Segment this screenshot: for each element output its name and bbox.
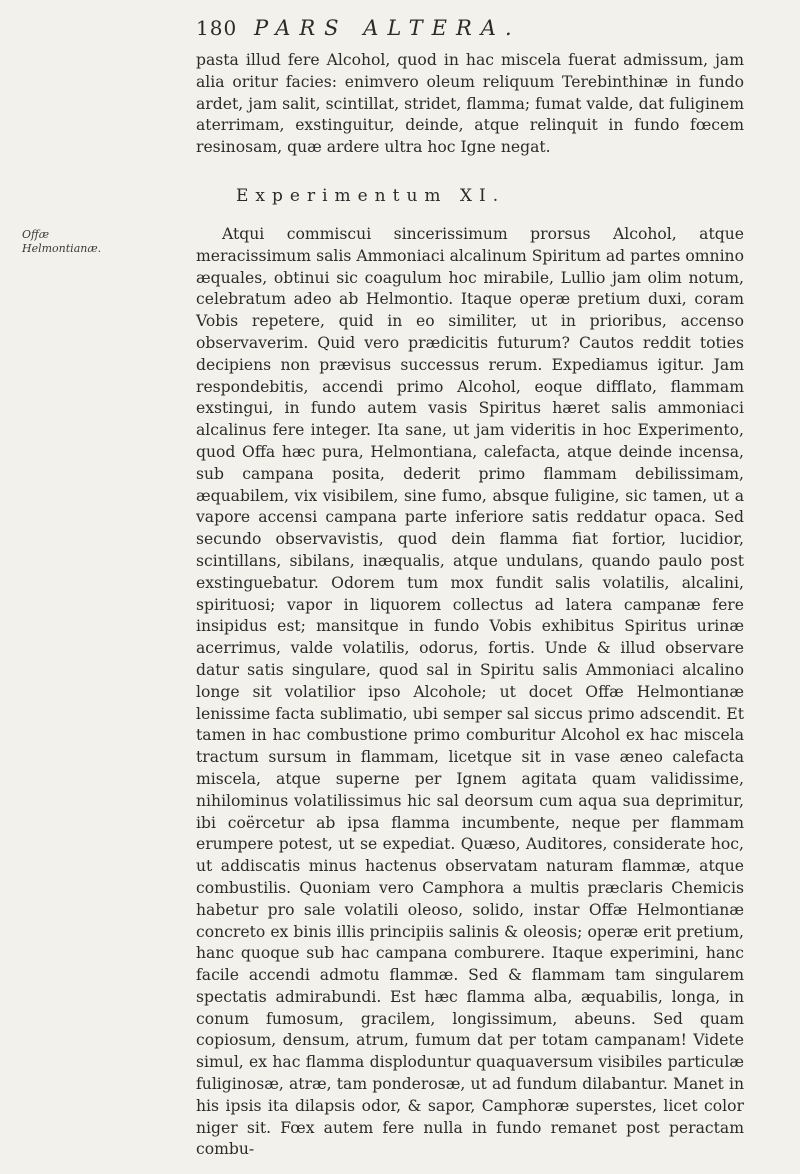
page-number: 180 bbox=[196, 16, 238, 40]
main-paragraph bbox=[196, 224, 744, 1161]
experiment-heading: Experimentum XI. bbox=[236, 186, 506, 206]
main-paragraph-text: Atqui commiscui sincerissimum prorsus Alcohol, atque meracissimum salis Ammoniaci alcalinum Spiritum ad partes omnino æquales, obtinui sic coagulum hoc mirabile, Lullio jam olim notum, celebratum adeo ab Helmontio. Itaque operæ pretium duxi, coram Vobis repetere, quid in eo similiter, ut in prioribus, accenso observaverim. Quid vero prædicitis futurum? Cautos reddit toties decipiens non prævisus successus rerum. Expediamus igitur. Jam respondebitis, accendi primo Alcohol, eoque difflato, flammam exstingui, in fundo autem vasis Spiritus hæret salis ammoniaci alcalinus fere integer. Ita sane, ut jam videritis in hoc Experimento, quod Offa hæc pura, Helmontiana, calefacta, atque deinde incensa, sub campana posita, dederit primo flammam debilissimam, æquabilem, vix visibilem, sine fumo, absque fuligine, sic tamen, ut a vapore accensi campana parte inferiore satis reddatur opaca. Sed secundo observavistis, quod dein flamma fiat fortior, lucidior, scintillans, sibilans, inæqualis, atque undulans, quando paulo post exstinguebatur. Odorem tum mox fundit salis volatilis, alcalini, spirituosi; vapor in liquorem collectus ad latera campanæ fere insipidus est; mansitque in fundo Vobis exhibitus Spiritus urinæ acerrimus, valde volatilis, odorus, fortis. Unde & illud observare datur satis singulare, quod sal in Spiritu salis Ammoniaci alcalino longe sit volatilior ipso Alcohole; ut docet Offæ Helmontianæ lenissime facta sublimatio, ubi semper sal siccus primo adscendit. Et tamen in hac combustione primo comburitur Alcohol ex hac miscela tractum sursum in flammam, licetque sit in vase æneo calefacta miscela, atque superne per Ignem agitata quam validissime, nihilominus volatilissimus hic sal deorsum cum aqua sua deprimitur, ibi coërcetur ab ipsa flamma incumbente, neque per flammam erumpere potest, ut se expediat. Quæso, Auditores, considerate hoc, ut addiscatis minus hactenus observatam naturam flammæ, atque combustilis. Quoniam vero Camphora a multis præclaris Chemicis habetur pro sale volatili oleoso, solido, instar Offæ Helmontianæ concreto ex binis illis principiis salinis & oleosis; operæ erit pretium, hanc quoque sub hac campana comburere. Itaque experimini, hanc facile accendi admotu flammæ. Sed & flammam tam singularem spectatis admirabundi. Est hæc flamma alba, æquabilis, longa, in conum fumosum, gracilem, longissimum, abeuns. Sed quam copiosum, densum, atrum, fumum dat per totam campanam! Videte simul, ex hac flamma disploduntur quaquaversum visibiles particulæ fuliginosæ, atræ, tam ponderosæ, ut ad fundum dilabantur. Manet in his ipsis ita dilapsis odor, & sapor, Camphoræ superstes, licet color niger sit. Fœx autem fere nulla in fundo remanet post peractam combu- bbox=[196, 225, 744, 1159]
running-title: PARS ALTERA. bbox=[254, 16, 521, 40]
margin-note: Offæ Helmontianæ. bbox=[22, 228, 102, 255]
lead-paragraph-text: pasta illud fere Alcohol, quod in hac miscela fuerat admissum, jam alia oritur facies: enimvero oleum reliquum Terebinthinæ in fundo ardet, jam salit, scintillat, stridet, flamma; fumat valde, dat fuliginem aterrimam, exstinguitur, deinde, atque relinquit in fundo fœcem resinosam, quæ ardere ultra hoc Igne negat. bbox=[196, 51, 744, 157]
lead-paragraph bbox=[196, 50, 744, 159]
